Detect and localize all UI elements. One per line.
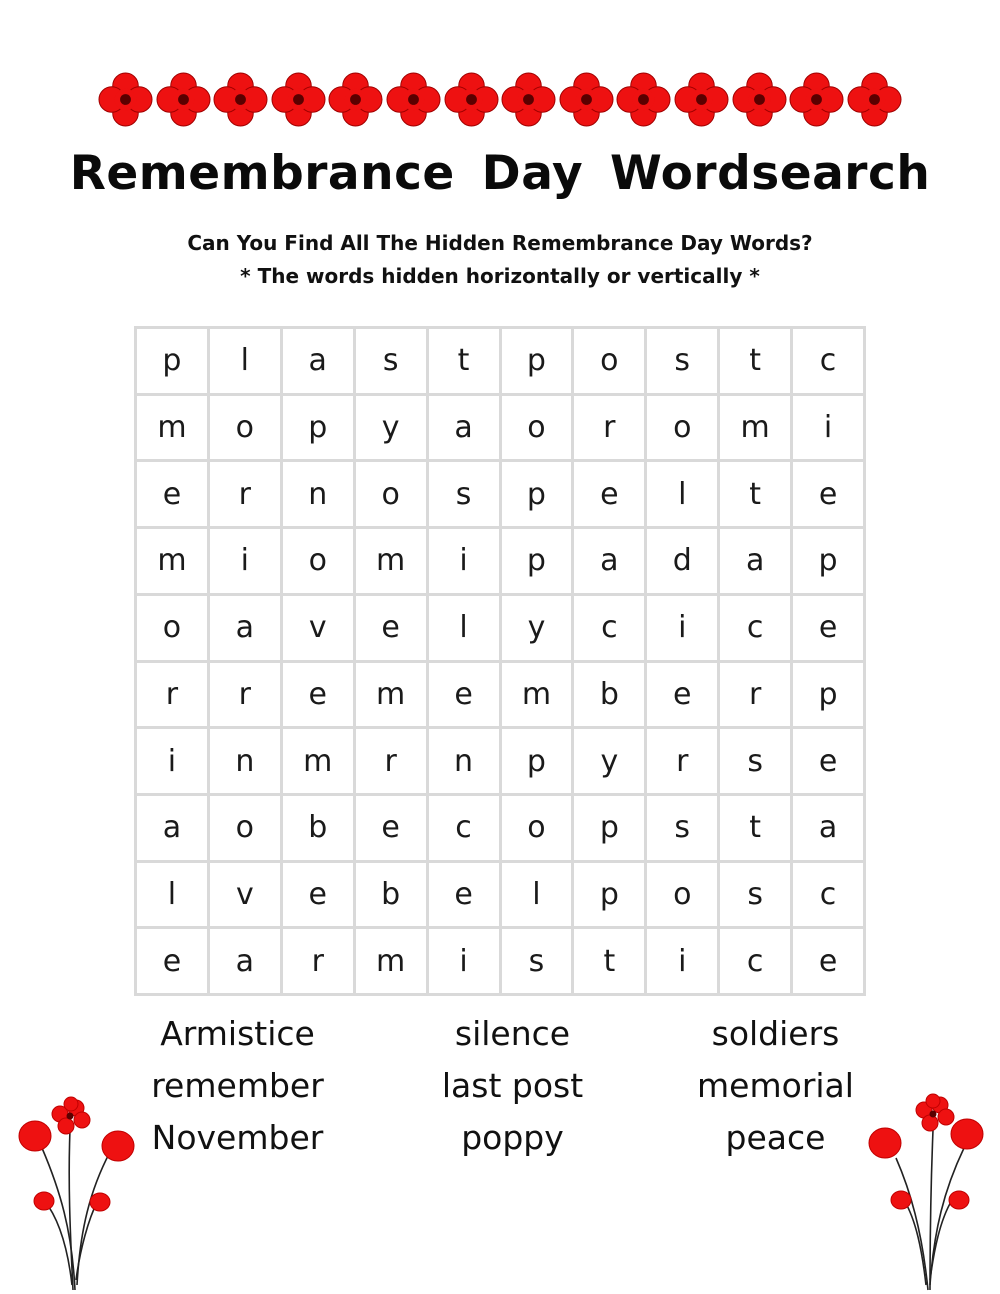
grid-cell[interactable]: e [574, 462, 644, 526]
poppy-icon [98, 72, 153, 127]
grid-cell[interactable]: s [356, 329, 426, 393]
grid-cell[interactable]: i [647, 929, 717, 993]
grid-cell[interactable]: n [429, 729, 499, 793]
grid-cell[interactable]: e [429, 863, 499, 927]
grid-cell[interactable]: o [137, 596, 207, 660]
grid-cell[interactable]: s [647, 329, 717, 393]
grid-cell[interactable]: p [502, 529, 572, 593]
grid-cell[interactable]: r [283, 929, 353, 993]
word-list-column-1 [150, 1010, 325, 1166]
word-item: peace [725, 1118, 826, 1157]
grid-cell[interactable]: a [283, 329, 353, 393]
grid-cell[interactable]: i [793, 396, 863, 460]
grid-cell[interactable]: p [793, 529, 863, 593]
grid-cell[interactable]: t [429, 329, 499, 393]
word-item: silence [454, 1014, 571, 1053]
word-item: poppy [461, 1118, 564, 1157]
word-item: memorial [697, 1066, 854, 1105]
grid-cell[interactable]: l [137, 863, 207, 927]
grid-cell[interactable]: a [574, 529, 644, 593]
word-item: Armistice [160, 1014, 315, 1053]
grid-cell[interactable]: c [574, 596, 644, 660]
grid-cell[interactable]: e [793, 462, 863, 526]
poppy-icon [674, 72, 729, 127]
word-list [0, 1010, 1000, 1170]
grid-cell[interactable]: o [647, 863, 717, 927]
poppy-icon [501, 72, 556, 127]
subtitle-instruction: * The words hidden horizontally or vertically * [240, 264, 760, 288]
grid-cell[interactable]: o [647, 396, 717, 460]
grid-cell[interactable]: e [793, 729, 863, 793]
grid-cell[interactable]: p [574, 863, 644, 927]
grid-cell[interactable]: y [502, 596, 572, 660]
grid-cell[interactable]: l [429, 596, 499, 660]
poppy-icon [847, 72, 902, 127]
grid-cell[interactable]: c [793, 863, 863, 927]
grid-cell[interactable]: m [356, 663, 426, 727]
grid-cell[interactable]: s [502, 929, 572, 993]
wordsearch-grid [134, 326, 866, 996]
grid-cell[interactable]: p [793, 663, 863, 727]
grid-cell[interactable]: a [720, 529, 790, 593]
grid-cell[interactable]: b [356, 863, 426, 927]
poppy-icon [213, 72, 268, 127]
grid-cell[interactable]: n [210, 729, 280, 793]
grid-cell[interactable]: i [137, 729, 207, 793]
grid-cell[interactable]: s [720, 729, 790, 793]
grid-cell[interactable]: r [647, 729, 717, 793]
grid-cell[interactable]: l [210, 329, 280, 393]
grid-cell[interactable]: n [283, 462, 353, 526]
grid-cell[interactable]: a [210, 596, 280, 660]
grid-cell[interactable]: o [574, 329, 644, 393]
grid-cell[interactable]: o [210, 396, 280, 460]
grid-cell[interactable]: t [720, 462, 790, 526]
grid-cell[interactable]: r [720, 663, 790, 727]
grid-cell[interactable]: o [502, 396, 572, 460]
word-list-column-2 [425, 1010, 600, 1166]
grid-cell[interactable]: p [283, 396, 353, 460]
poppy-icon [559, 72, 614, 127]
poppy-icon [271, 72, 326, 127]
grid-cell[interactable]: m [356, 529, 426, 593]
grid-cell[interactable]: s [647, 796, 717, 860]
word-item: remember [151, 1066, 324, 1105]
word-item: last post [441, 1066, 584, 1105]
page-title: Remembrance Day Wordsearch [69, 146, 931, 201]
subtitle-question: Can You Find All The Hidden Remembrance Day Words? [187, 231, 813, 255]
grid-cell[interactable]: c [720, 929, 790, 993]
grid-cell[interactable]: v [283, 596, 353, 660]
word-item: soldiers [711, 1014, 840, 1053]
grid-cell[interactable]: l [647, 462, 717, 526]
grid-cell[interactable]: e [647, 663, 717, 727]
grid-cell[interactable]: s [720, 863, 790, 927]
grid-cell[interactable]: p [502, 462, 572, 526]
grid-cell[interactable]: e [356, 796, 426, 860]
grid-cell[interactable]: m [283, 729, 353, 793]
grid-cell[interactable]: p [502, 729, 572, 793]
grid-cell[interactable]: p [502, 329, 572, 393]
grid-cell[interactable]: r [210, 462, 280, 526]
grid-cell[interactable]: o [283, 529, 353, 593]
word-item: November [151, 1118, 324, 1157]
grid-cell[interactable]: e [283, 863, 353, 927]
grid-cell[interactable]: r [210, 663, 280, 727]
grid-cell[interactable]: l [502, 863, 572, 927]
grid-cell[interactable]: i [429, 929, 499, 993]
grid-cell[interactable]: a [793, 796, 863, 860]
poppy-bouquet-icon [860, 1090, 1000, 1294]
poppy-border [98, 72, 902, 128]
grid-cell[interactable]: b [283, 796, 353, 860]
grid-cell[interactable]: i [647, 596, 717, 660]
grid-cell[interactable]: e [793, 929, 863, 993]
grid-cell[interactable]: m [356, 929, 426, 993]
grid-cell[interactable]: i [210, 529, 280, 593]
grid-cell[interactable]: b [574, 663, 644, 727]
grid-cell[interactable]: r [574, 396, 644, 460]
grid-cell[interactable]: o [356, 462, 426, 526]
grid-cell[interactable]: c [793, 329, 863, 393]
poppy-icon [616, 72, 671, 127]
poppy-icon [386, 72, 441, 127]
poppy-icon [328, 72, 383, 127]
grid-cell[interactable]: s [429, 462, 499, 526]
grid-cell[interactable]: p [574, 796, 644, 860]
grid-cell[interactable]: t [574, 929, 644, 993]
grid-cell[interactable]: d [647, 529, 717, 593]
grid-cell[interactable]: a [429, 396, 499, 460]
grid-cell[interactable]: a [210, 929, 280, 993]
grid-cell[interactable]: m [720, 396, 790, 460]
grid-cell[interactable]: i [429, 529, 499, 593]
grid-cell[interactable]: r [137, 663, 207, 727]
grid-cell[interactable]: e [283, 663, 353, 727]
grid-cell[interactable]: e [793, 596, 863, 660]
grid-cell[interactable]: m [137, 396, 207, 460]
grid-cell[interactable]: t [720, 329, 790, 393]
grid-cell[interactable]: m [137, 529, 207, 593]
grid-cell[interactable]: e [137, 462, 207, 526]
word-list-column-3 [688, 1010, 863, 1166]
grid-cell[interactable]: o [502, 796, 572, 860]
grid-cell[interactable]: e [429, 663, 499, 727]
poppy-icon [732, 72, 787, 127]
grid-cell[interactable]: a [137, 796, 207, 860]
grid-cell[interactable]: m [502, 663, 572, 727]
grid-cell[interactable]: y [574, 729, 644, 793]
poppy-icon [156, 72, 211, 127]
poppy-icon [789, 72, 844, 127]
grid-cell[interactable]: y [356, 396, 426, 460]
grid-cell[interactable]: e [356, 596, 426, 660]
grid-cell[interactable]: t [720, 796, 790, 860]
poppy-icon [444, 72, 499, 127]
grid-cell[interactable]: c [720, 596, 790, 660]
grid-cell[interactable]: c [429, 796, 499, 860]
grid-cell[interactable]: r [356, 729, 426, 793]
grid-cell[interactable]: v [210, 863, 280, 927]
grid-cell[interactable]: o [210, 796, 280, 860]
poppy-bouquet-icon [10, 1090, 150, 1294]
grid-cell[interactable]: p [137, 329, 207, 393]
grid-cell[interactable]: e [137, 929, 207, 993]
